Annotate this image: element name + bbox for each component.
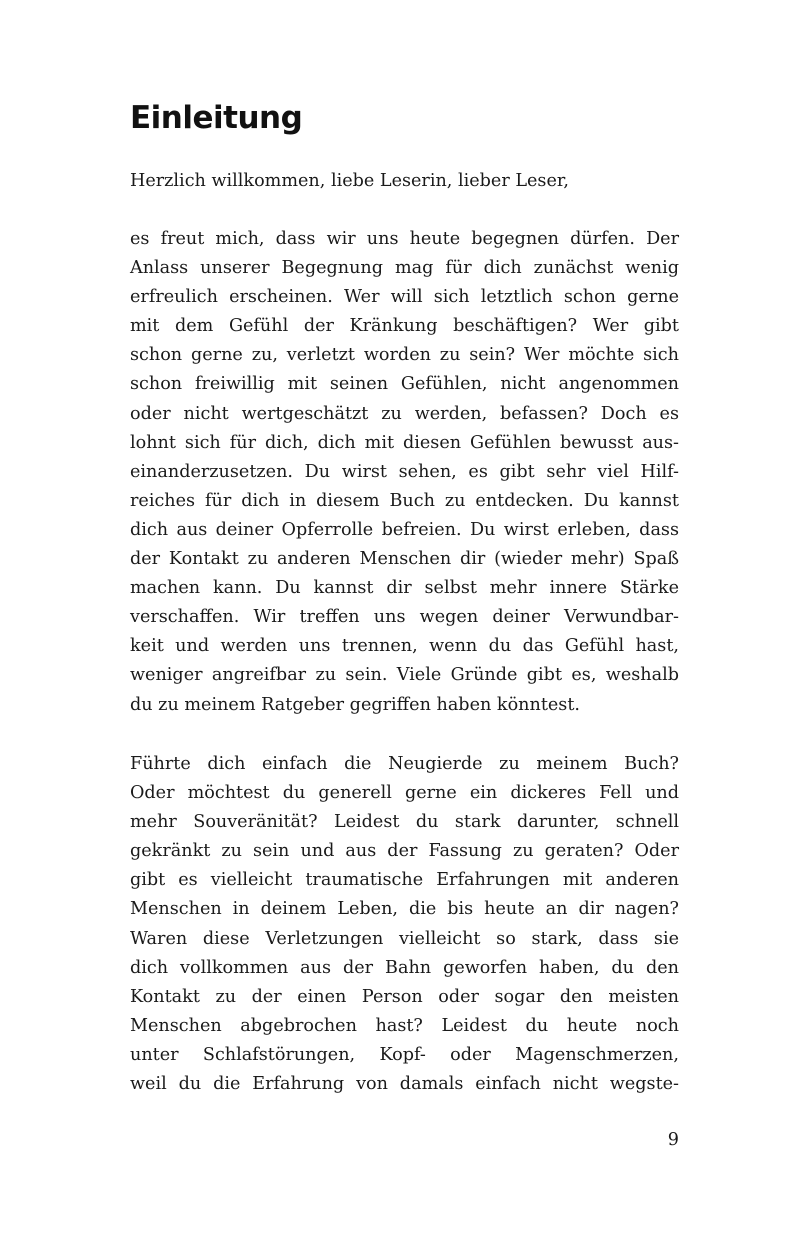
- paragraph-line: weniger angreifbar zu sein. Viele Gründe gibt es, weshalb: [130, 665, 679, 686]
- paragraph-line: mehr Souveränität? Leidest du stark darunter, schnell: [130, 812, 679, 833]
- paragraph-line: dich vollkommen aus der Bahn geworfen haben, du den: [130, 957, 679, 978]
- paragraph-line: schon gerne zu, verletzt worden zu sein? Wer möchte sich: [130, 345, 679, 366]
- paragraph-line: weil du die Erfahrung von damals einfach nicht wegste-: [130, 1074, 679, 1095]
- paragraph-line: Führte dich einfach die Neugierde zu meinem Buch?: [130, 754, 679, 774]
- paragraph-line: Oder möchtest du generell gerne ein dickeres Fell und: [130, 783, 679, 804]
- paragraph-line: Waren diese Verletzungen vielleicht so stark, dass sie: [130, 928, 679, 949]
- paragraph-line: oder nicht wertgeschätzt zu werden, befassen? Doch es: [130, 403, 679, 424]
- paragraph-line: es freut mich, dass wir uns heute begegnen dürfen. Der: [130, 229, 679, 249]
- paragraph-line: schon freiwillig mit seinen Gefühlen, nicht angenommen: [130, 374, 679, 395]
- paragraph-line: reiches für dich in diesem Buch zu entdecken. Du kannst: [130, 490, 679, 511]
- paragraph-line: erfreulich erscheinen. Wer will sich letztlich schon gerne: [130, 287, 679, 308]
- paragraph-line: der Kontakt zu anderen Menschen dir (wieder mehr) Spaß: [130, 549, 679, 570]
- paragraph-line: Menschen in deinem Leben, die bis heute an dir nagen?: [130, 899, 679, 920]
- paragraph-line: dich aus deiner Opferrolle befreien. Du wirst erleben, dass: [130, 519, 679, 540]
- page-number: 9: [667, 1130, 679, 1150]
- paragraph-line: lohnt sich für dich, dich mit diesen Gefühlen bewusst aus-: [130, 432, 679, 453]
- paragraph-line: Menschen abgebrochen hast? Leidest du heute noch: [130, 1015, 679, 1036]
- paragraph-line: du zu meinem Ratgeber gegriffen haben könntest.: [130, 694, 580, 715]
- paragraph-line: Anlass unserer Begegnung mag für dich zunächst wenig: [130, 258, 679, 279]
- paragraph-1: [130, 225, 679, 720]
- paragraph-line: verschaffen. Wir treffen uns wegen deiner Verwundbar-: [130, 607, 679, 628]
- paragraph-line: keit und werden uns trennen, wenn du das Gefühl hast,: [130, 636, 679, 657]
- chapter-title: Einleitung: [130, 100, 303, 136]
- paragraph-line: machen kann. Du kannst dir selbst mehr innere Stärke: [130, 578, 679, 599]
- paragraph-line: gekränkt zu sein und aus der Fassung zu geraten? Oder: [130, 841, 679, 862]
- paragraph-line: Kontakt zu der einen Person oder sogar den meisten: [130, 986, 679, 1007]
- paragraph-line: unter Schlafstörungen, Kopf- oder Magenschmerzen,: [130, 1044, 679, 1065]
- greeting-line: Herzlich willkommen, liebe Leserin, lieber Leser,: [130, 171, 569, 191]
- paragraph-2: [130, 750, 679, 1099]
- paragraph-line: einanderzusetzen. Du wirst sehen, es gibt sehr viel Hilf-: [130, 461, 679, 482]
- paragraph-line: mit dem Gefühl der Kränkung beschäftigen? Wer gibt: [130, 316, 679, 337]
- paragraph-line: gibt es vielleicht traumatische Erfahrungen mit anderen: [130, 870, 679, 891]
